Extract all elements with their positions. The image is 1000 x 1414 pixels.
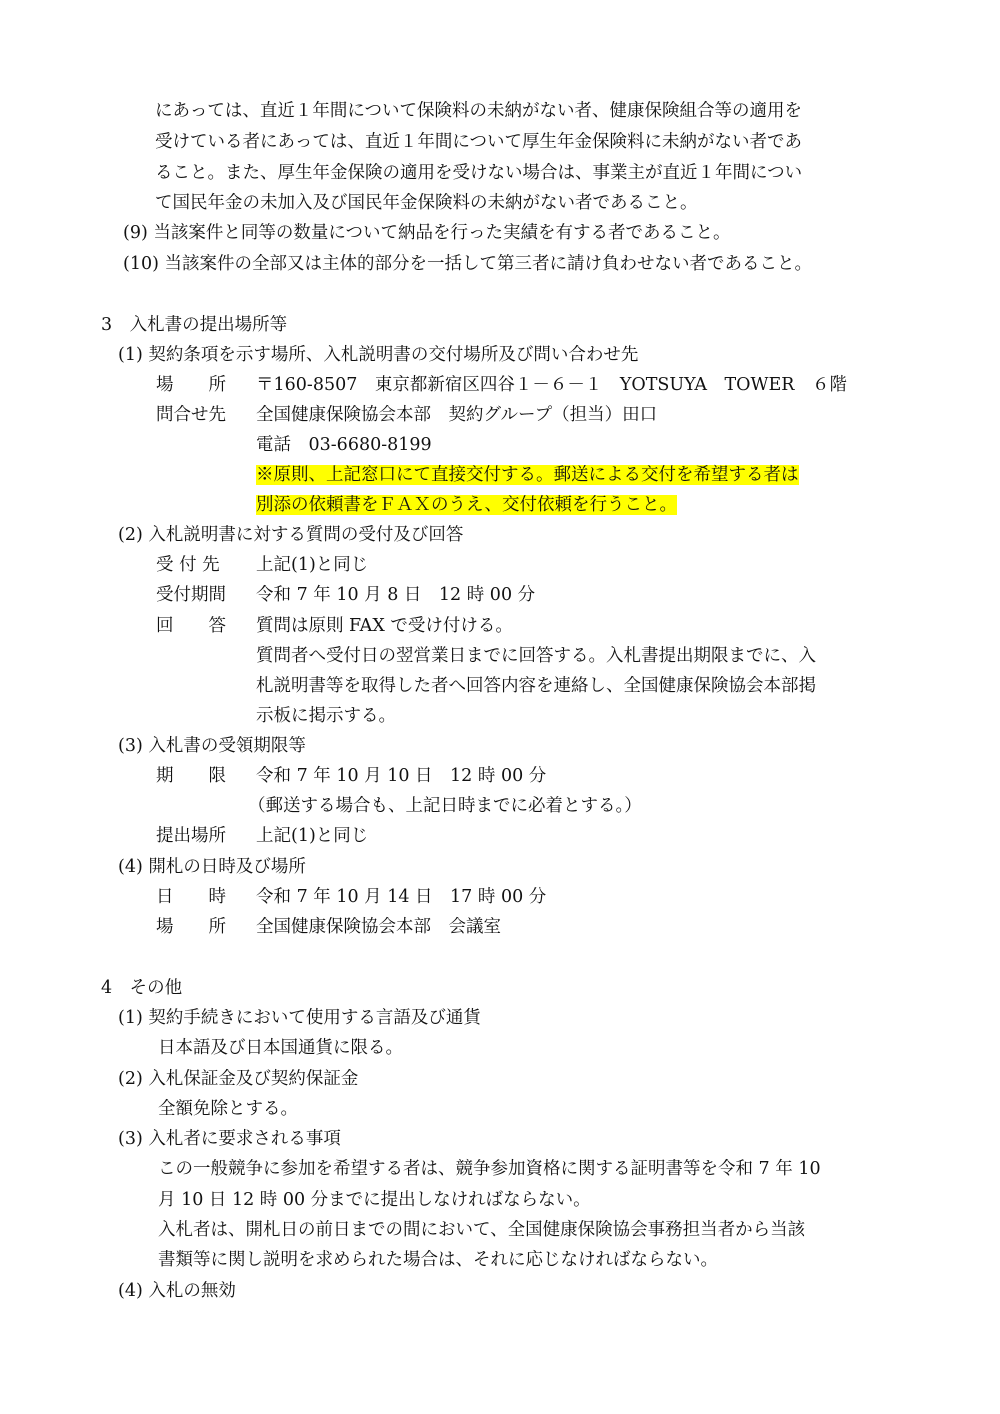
s4-p4-title: (4) 入札の無効 [118, 1281, 236, 1301]
answer-line-4: 示板に掲示する。 [256, 706, 396, 726]
s3-venue-row [156, 912, 501, 942]
highlighted-note-line-2 [256, 490, 677, 520]
continued-text-line-2: 受けている者にあっては、直近１年間について厚生年金保険料に未納がない者であ [155, 132, 802, 152]
datetime-label: 日 時 [156, 887, 226, 907]
s4-p3-line-2: 月 10 日 12 時 00 分までに提出しなければならない。 [158, 1190, 591, 1210]
s4-p3-line-3: 入札者は、開札日の前日までの間において、全国健康保険協会事務担当者から当該 [158, 1220, 806, 1240]
s3-datetime-row [156, 882, 546, 912]
continued-text-line-4: て国民年金の未加入及び国民年金保険料の未納がない者であること。 [155, 193, 698, 213]
s4-p3-title: (3) 入札者に要求される事項 [118, 1129, 341, 1149]
answer-label: 回 答 [156, 616, 226, 636]
highlight-1: ※原則、上記窓口にて直接交付する。郵送による交付を希望する者は [256, 465, 799, 485]
s4-p2-title: (2) 入札保証金及び契約保証金 [118, 1069, 359, 1089]
section-4-heading: 4 その他 [101, 978, 183, 998]
s3-submit-row [156, 821, 368, 851]
s4-p1-body: 日本語及び日本国通貨に限る。 [158, 1038, 403, 1058]
submit-label: 提出場所 [156, 826, 226, 846]
submit-value: 上記(1)と同じ [256, 826, 369, 846]
s3-deadline-row [156, 761, 546, 791]
answer-value: 質問は原則 FAX で受け付ける。 [256, 616, 513, 636]
section-3-heading: 3 入札書の提出場所等 [101, 315, 288, 335]
recv-label: 受 付 先 [156, 555, 220, 575]
recv-value: 上記(1)と同じ [256, 555, 369, 575]
place-value: 〒160-8507 東京都新宿区四谷１－６－１ YOTSUYA TOWER ６階 [256, 375, 847, 395]
item-10: (10) 当該案件の全部又は主体的部分を一括して第三者に請け負わせない者であること。 [123, 254, 812, 274]
s3-p1-title: (1) 契約条項を示す場所、入札説明書の交付場所及び問い合わせ先 [118, 345, 639, 365]
answer-line-2: 質問者へ受付日の翌営業日までに回答する。入札書提出期限までに、入 [256, 646, 816, 666]
datetime-value: 令和 7 年 10 月 14 日 17 時 00 分 [256, 887, 547, 907]
venue-label: 場 所 [156, 917, 226, 937]
deadline-note: （郵送する場合も、上記日時までに必着とする。） [248, 796, 642, 816]
s4-p1-title: (1) 契約手続きにおいて使用する言語及び通貨 [118, 1008, 481, 1028]
period-label: 受付期間 [156, 585, 226, 605]
s3-p3-title: (3) 入札書の受領期限等 [118, 736, 306, 756]
period-value: 令和 7 年 10 月 8 日 12 時 00 分 [256, 585, 536, 605]
s3-p4-title: (4) 開札の日時及び場所 [118, 857, 306, 877]
s3-period-row [156, 580, 535, 610]
highlight-2: 別添の依頼書をＦＡＸのうえ、交付依頼を行うこと。 [256, 495, 678, 515]
item-9: (9) 当該案件と同等の数量について納品を行った実績を有する者であること。 [123, 223, 731, 243]
deadline-value: 令和 7 年 10 月 10 日 12 時 00 分 [256, 766, 547, 786]
s3-p2-title: (2) 入札説明書に対する質問の受付及び回答 [118, 525, 464, 545]
highlighted-note-line-1 [256, 460, 799, 490]
place-label: 場 所 [156, 375, 226, 395]
s3-recv-row [156, 550, 368, 580]
contact-value: 全国健康保険協会本部 契約グループ（担当）田口 [256, 405, 658, 425]
contact-label: 問合せ先 [156, 405, 226, 425]
answer-line-3: 札説明書等を取得した者へ回答内容を連絡し、全国健康保険協会本部掲 [256, 676, 816, 696]
s3-place-row [156, 370, 847, 400]
continued-text-line-3: ること。また、厚生年金保険の適用を受けない場合は、事業主が直近１年間につい [155, 163, 803, 183]
phone-number: 電話 03-6680-8199 [256, 435, 432, 455]
s4-p3-line-1: この一般競争に参加を希望する者は、競争参加資格に関する証明書等を令和 7 年 10 [158, 1159, 821, 1179]
deadline-label: 期 限 [156, 766, 226, 786]
s4-p3-line-4: 書類等に関し説明を求められた場合は、それに応じなければならない。 [158, 1250, 718, 1270]
s3-answer-row [156, 611, 513, 641]
continued-text-line-1: にあっては、直近１年間について保険料の未納がない者、健康保険組合等の適用を [155, 101, 802, 121]
s4-p2-body: 全額免除とする。 [158, 1099, 298, 1119]
s3-contact-row [156, 400, 657, 430]
venue-value: 全国健康保険協会本部 会議室 [256, 917, 501, 937]
